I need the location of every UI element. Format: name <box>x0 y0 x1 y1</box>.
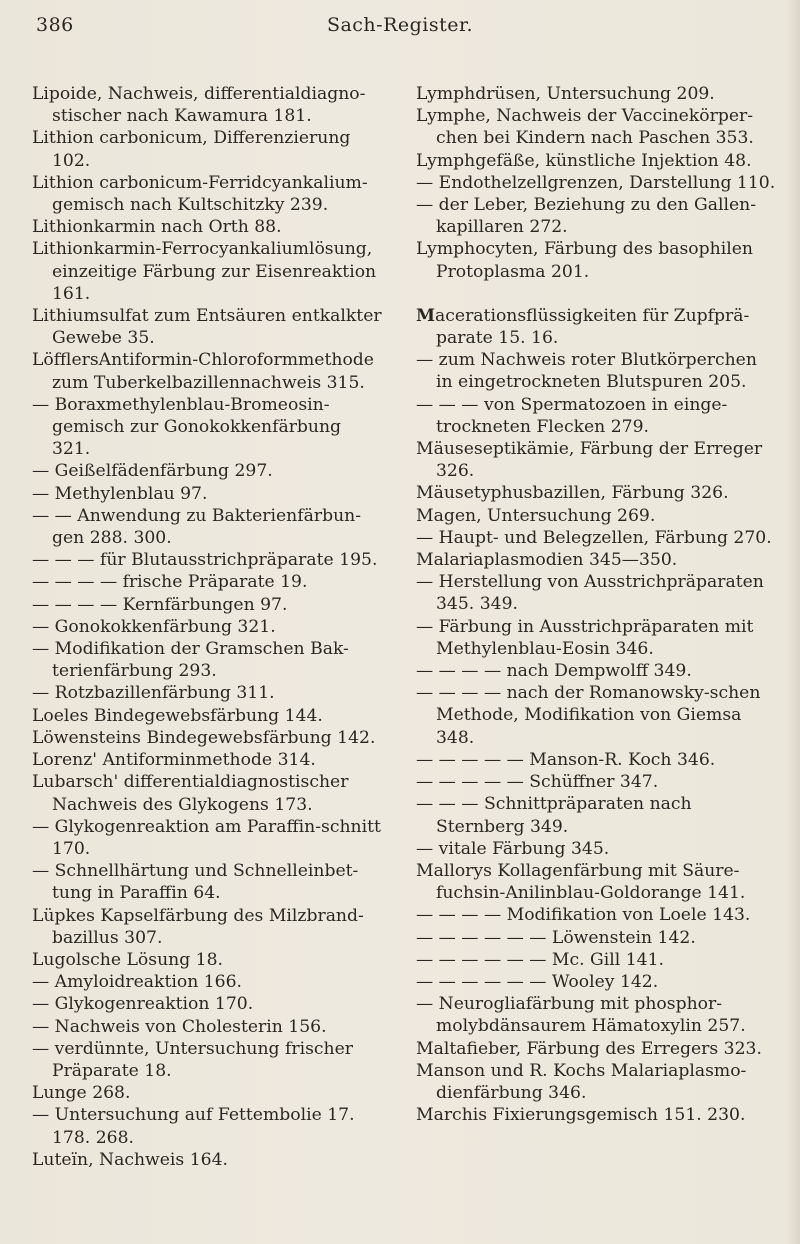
index-entry: — Amyloidreaktion 166. <box>32 972 243 993</box>
index-entry: — Nachweis von Cholesterin 156. <box>32 1016 327 1037</box>
right-column <box>416 83 776 1126</box>
index-entry: Lymphocyten, Färbung des basophilen Protoplasma 201. <box>416 239 753 282</box>
index-entry: — Schnellhärtung und Schnelleinbet-tung in Paraffin 64. <box>32 861 359 904</box>
index-entry: — zum Nachweis roter Blutkörperchen in eingetrockneten Blutspuren 205. <box>416 350 757 393</box>
index-entry: Marchis Fixierungsgemisch 151. 230. <box>416 1105 746 1126</box>
index-entry: — Boraxmethylenblau-Bromeosin-gemisch zur Gonokokkenfärbung 321. <box>32 394 342 460</box>
index-entry: — Untersuchung auf Fettembolie 17. 178. 268. <box>32 1105 355 1148</box>
index-entry-section-m: Macerationsflüssigkeiten für Zupfprä-parate 15. 16. <box>416 305 750 349</box>
index-entry: Lorenz' Antiforminmethode 314. <box>32 750 316 771</box>
index-entry: Lubarsch' differentialdiagnostischer Nachweis des Glykogens 173. <box>32 772 349 815</box>
index-entry: Löwensteins Bindegewebsfärbung 142. <box>32 727 376 748</box>
index-entry: Luteïn, Nachweis 164. <box>32 1149 228 1170</box>
index-entry: — Haupt- und Belegzellen, Färbung 270. <box>416 527 772 548</box>
index-entry: — Glykogenreaktion 170. <box>32 994 254 1015</box>
index-entry: — Modifikation der Gramschen Bak-terienfärbung 293. <box>32 639 349 682</box>
page-edge-shadow <box>786 0 800 1244</box>
index-entry: Lithion carbonicum, Differenzierung 102. <box>32 128 351 171</box>
index-entry: — — — — — Schüffner 347. <box>416 772 659 793</box>
index-entry: — Herstellung von Ausstrichpräparaten 345. 349. <box>416 572 764 615</box>
index-entry: Lithion carbonicum-Ferridcyankalium-gemisch nach Kultschitzky 239. <box>32 172 368 216</box>
index-entry: Lymphe, Nachweis der Vaccinekörper-chen bei Kindern nach Paschen 353. <box>416 106 754 149</box>
running-title: Sach-Register. <box>326 14 474 36</box>
index-entry: Lunge 268. <box>32 1083 131 1104</box>
index-entry: — Neurogliafärbung mit phosphor-molybdänsaurem Hämatoxylin 257. <box>416 994 746 1037</box>
index-entry: — — — — Modifikation von Loele 143. <box>416 905 751 926</box>
index-entry: Magen, Untersuchung 269. <box>416 505 656 526</box>
index-entry: — — — — frische Präparate 19. <box>32 572 308 593</box>
index-entry: — der Leber, Beziehung zu den Gallen-kapillaren 272. <box>416 195 757 238</box>
index-entry: — — — — — — Löwenstein 142. <box>416 927 696 948</box>
index-entry: — vitale Färbung 345. <box>416 838 610 859</box>
index-entry: Lithionkarmin-Ferrocyankaliumlösung, einzeitige Färbung zur Eisenreaktion 161. <box>32 239 377 304</box>
index-entry: Lymphgefäße, künstliche Injektion 48. <box>416 150 752 171</box>
index-entry: — — — — — — Wooley 142. <box>416 971 659 992</box>
index-entry: Lüpkes Kapselfärbung des Milzbrand-bazillus 307. <box>32 905 364 948</box>
index-entry: — Rotzbazillenfärbung 311. <box>32 683 275 704</box>
index-entry: Manson und R. Kochs Malariaplasmo-dienfärbung 346. <box>416 1060 747 1103</box>
index-entry: — — — Schnittpräparaten nach Sternberg 349. <box>416 794 692 837</box>
index-entry: — — — für Blutausstrichpräparate 195. <box>32 550 378 571</box>
index-entry: — — Anwendung zu Bakterienfärbun-gen 288. 300. <box>32 505 362 549</box>
index-entry: — — — — nach Dempwolff 349. <box>416 661 692 682</box>
index-entry: Lithionkarmin nach Orth 88. <box>32 217 282 238</box>
index-entry: Maltafieber, Färbung des Erregers 323. <box>416 1038 762 1059</box>
page-header <box>0 14 800 44</box>
index-entry: — Gonokokkenfärbung 321. <box>32 616 276 637</box>
index-entry: — — — — — — Mc. Gill 141. <box>416 949 665 970</box>
index-entry: Malariaplasmodien 345—350. <box>416 550 678 571</box>
index-entry: — — — — Kernfärbungen 97. <box>32 594 288 615</box>
index-entry: — verdünnte, Untersuchung frischer Präparate 18. <box>32 1038 353 1081</box>
index-entry: — Glykogenreaktion am Paraffin-schnitt 170. <box>32 816 381 859</box>
index-entry: Mäuseseptikämie, Färbung der Erreger 326. <box>416 439 763 482</box>
index-entry: — Geißelfädenfärbung 297. <box>32 461 273 482</box>
index-entry: Lymphdrüsen, Untersuchung 209. <box>416 84 715 104</box>
index-entry: Lithiumsulfat zum Entsäuren entkalkter Gewebe 35. <box>32 306 382 349</box>
index-entry: — — — — — Manson-R. Koch 346. <box>416 749 716 770</box>
page-number: 386 <box>36 14 74 36</box>
index-entry: Mallorys Kollagenfärbung mit Säure-fuchsin-Anilinblau-Goldorange 141. <box>416 860 746 904</box>
index-entry: — Färbung in Ausstrichpräparaten mit Methylenblau-Eosin 346. <box>416 616 754 659</box>
index-entry: LöfflersAntiformin-Chloroformmethode zum Tuberkelbazillennachweis 315. <box>32 350 374 393</box>
index-entry: — Methylenblau 97. <box>32 483 208 504</box>
index-entry: Loeles Bindegewebsfärbung 144. <box>32 705 323 726</box>
index-entry: — — — von Spermatozoen in einge-trockneten Flecken 279. <box>416 394 728 437</box>
index-entry: — — — — nach der Romanowsky-schen Methode, Modifikation von Giemsa 348. <box>416 683 761 748</box>
left-column <box>32 83 382 1171</box>
index-entry: Mäusetyphusbazillen, Färbung 326. <box>416 483 729 504</box>
index-entry: Lugolsche Lösung 18. <box>32 949 224 970</box>
index-entry: Lipoide, Nachweis, differentialdiagno-stischer nach Kawamura 181. <box>32 84 366 127</box>
index-entry: — Endothelzellgrenzen, Darstellung 110. <box>416 172 776 193</box>
